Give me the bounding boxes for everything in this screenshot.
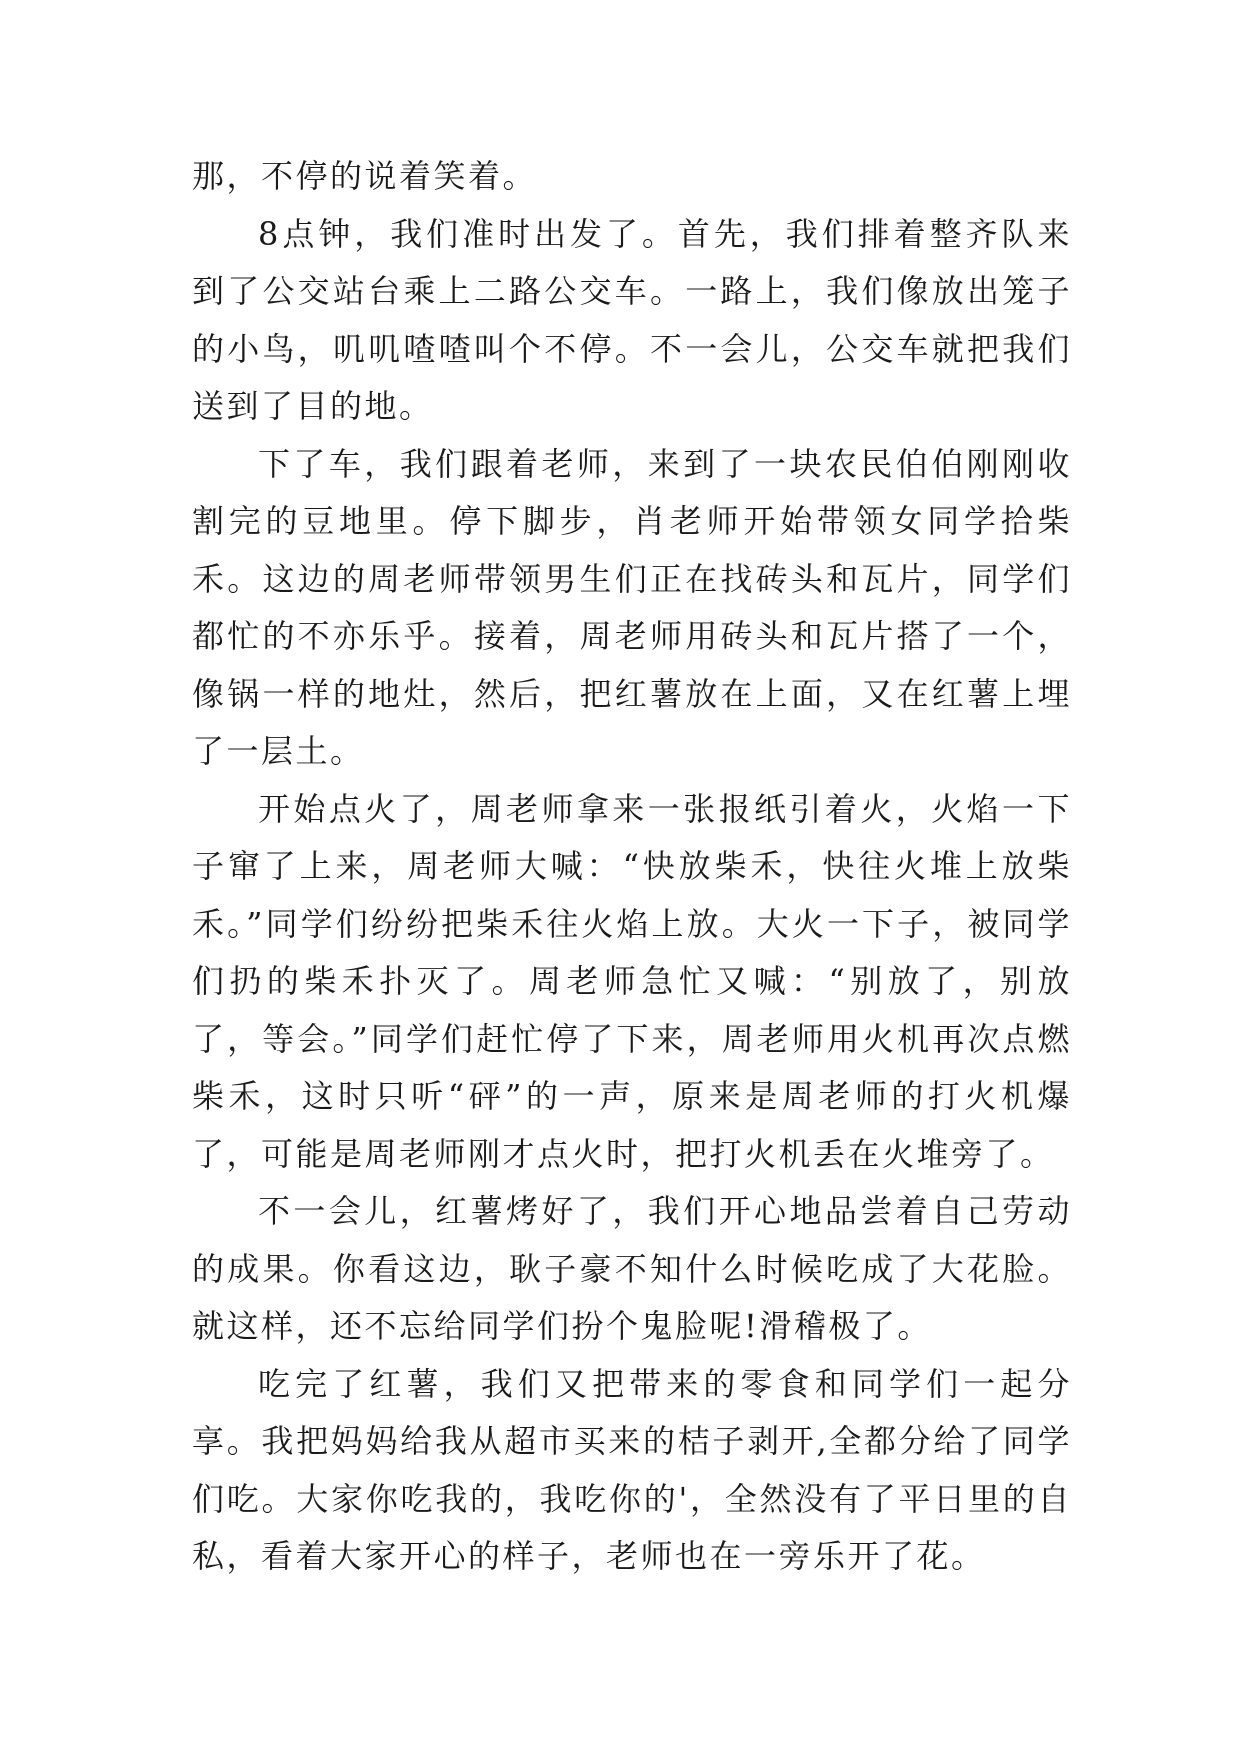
paragraph-bean-field: 下了车，我们跟着老师，来到了一块农民伯伯刚刚收割完的豆地里。停下脚步，肖老师开始带领女同学拾柴禾。这边的周老师带领男生们正在找砖头和瓦片，同学们都忙的不亦乐乎。接着，周老师用砖头和瓦片搭了一个，像锅一样的地灶，然后，把红薯放在上面，又在红薯上埋了一层土。: [192, 444, 1072, 770]
document-body: [192, 148, 1072, 1586]
paragraph-continuation: 那，不停的说着笑着。: [192, 157, 538, 195]
paragraph-tasting: 不一会儿，红薯烤好了，我们开心地品尝着自己劳动的成果。你看这边，耿子豪不知什么时候吃成了大花脸。就这样，还不忘给同学们扮个鬼脸呢!滑稽极了。: [192, 1192, 1072, 1345]
paragraph-departure: 8点钟，我们准时出发了。首先，我们排着整齐队来到了公交站台乘上二路公交车。一路上，我们像放出笼子的小鸟，叽叽喳喳叫个不停。不一会儿，公交车就把我们送到了目的地。: [192, 214, 1072, 425]
paragraph-sharing: 吃完了红薯，我们又把带来的零食和同学们一起分享。我把妈妈给我从超市买来的桔子剥开,全都分给了同学们吃。大家你吃我的，我吃你的'，全然没有了平日里的自私，看着大家开心的样子，老师也在一旁乐开了花。: [192, 1364, 1072, 1575]
paragraph-lighting-fire: 开始点火了，周老师拿来一张报纸引着火，火焰一下子窜了上来，周老师大喊：“快放柴禾，快往火堆上放柴禾。”同学们纷纷把柴禾往火焰上放。大火一下子，被同学们扔的柴禾扑灭了。周老师急忙又喊：“别放了，别放了，等会。”同学们赶忙停了下来，周老师用火机再次点燃柴禾，这时只听“砰”的一声，原来是周老师的打火机爆了，可能是周老师刚才点火时，把打火机丢在火堆旁了。: [192, 789, 1072, 1173]
